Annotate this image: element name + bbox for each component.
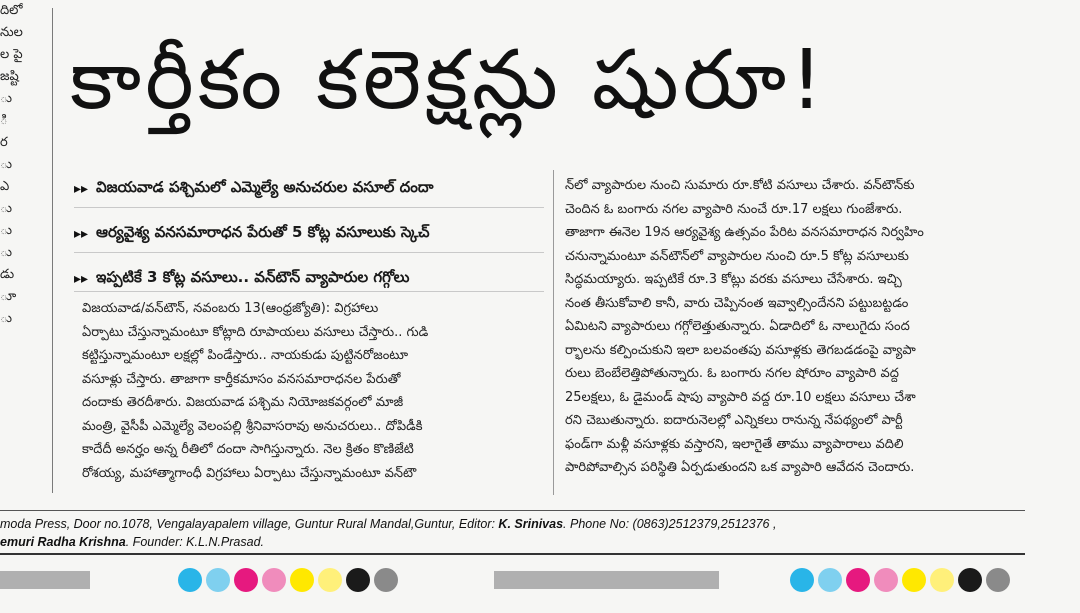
registration-dot — [346, 568, 370, 592]
imprint-text: moda Press, Door no.1078, Vengalayapalem village, Guntur Rural Mandal,Guntur, Editor: — [0, 517, 499, 531]
fragment-line: ు — [0, 223, 13, 238]
kicker-text: ఇప్పటికే 3 కోట్ల వసూలు.. వన్‌టౌన్ వ్యాపారుల గగ్గోలు — [96, 268, 410, 286]
fragment-line: ల పై — [0, 47, 23, 62]
registration-dot — [206, 568, 230, 592]
double-arrow-icon: ▸▸ — [74, 226, 89, 242]
registration-gray-bar — [494, 571, 719, 589]
registration-dot — [874, 568, 898, 592]
fragment-line: ు — [0, 201, 13, 216]
registration-dot — [178, 568, 202, 592]
body-line: తాజాగా ఈనెల 19న ఆర్యవైశ్య ఉత్సవం పేరిట వనసమారాధన నిర్వహిం — [565, 225, 924, 240]
imprint-line-2 — [0, 533, 1025, 551]
kicker-divider — [74, 291, 544, 292]
fragment-line: ి — [0, 113, 8, 128]
registration-color-dots — [178, 568, 398, 592]
registration-gray-bar — [0, 571, 90, 589]
fragment-line: ు — [0, 157, 13, 172]
article-column-2 — [565, 174, 1027, 480]
column-gutter-rule — [553, 170, 554, 495]
kicker-list — [74, 172, 544, 307]
registration-dot — [290, 568, 314, 592]
article-column-1 — [82, 297, 546, 485]
fragment-line: నుల — [0, 25, 23, 40]
body-line: రని చెబుతున్నారు. ఐదారునెలల్లో ఎన్నికలు రానున్న నేపథ్యంలో పార్టీ — [565, 413, 903, 428]
body-line: దందాకు తెరదీశారు. విజయవాడ పశ్చిమ నియోజకవర్గంలో మాజీ — [82, 395, 404, 410]
registration-dot — [374, 568, 398, 592]
kicker-2 — [74, 217, 544, 251]
fragment-line: దిలో — [0, 3, 23, 18]
headline: కార్తీకం కలెక్షన్లు షురూ! — [70, 33, 828, 128]
body-line: చనున్నామంటూ వన్‌టౌన్‌లో వ్యాపారుల నుంచి రూ.5 కోట్ల వసూలుకు — [565, 248, 909, 264]
imprint-line — [0, 515, 1025, 551]
kicker-divider — [74, 207, 544, 208]
body-line: రులు బెంబేలెత్తిపోతున్నారు. ఓ బంగారు నగల షోరూం వ్యాపారి వద్ద — [565, 366, 899, 381]
publisher-name: emuri Radha Krishna — [0, 535, 126, 549]
fragment-line: ు — [0, 91, 13, 106]
adjacent-article-fragment — [0, 0, 26, 470]
body-line: ర్భాలను కల్పించుకుని ఇలా బలవంతపు వసూళ్లకు తెగబడడంపై వ్యాపా — [565, 342, 916, 358]
registration-color-dots — [790, 568, 1010, 592]
imprint-text: . Founder: K.L.N.Prasad. — [125, 535, 264, 549]
fragment-line: ఎ — [0, 179, 10, 194]
double-arrow-icon: ▸▸ — [74, 271, 89, 287]
fragment-line: ు — [0, 245, 13, 260]
fragment-line: జష్టి — [0, 69, 19, 84]
body-line: సిద్ధమయ్యారు. ఇప్పటికే రూ.3 కోట్లు వరకు వసూలు చేసేశారు. ఇచ్చి — [565, 272, 902, 287]
body-line: చెందిన ఓ బంగారు నగల వ్యాపారి నుంచే రూ.17 లక్షలు గుంజేశారు. — [565, 201, 903, 217]
body-line: కట్టిస్తున్నామంటూ లక్షల్లో పిండేస్తారు.. నాయకుడు పుట్టినరోజంటూ — [82, 348, 409, 363]
fragment-line: డు — [0, 267, 15, 282]
double-arrow-icon: ▸▸ — [74, 181, 89, 197]
body-line: వసూళ్లు చేస్తారు. తాజాగా కార్తీకమాసం వనసమారాధనల పేరుతో — [82, 371, 401, 387]
registration-dot — [986, 568, 1010, 592]
registration-dot — [902, 568, 926, 592]
kicker-text: ఆర్యవైశ్య వనసమారాధన పేరుతో 5 కోట్ల వసూలుకు స్కెచ్ — [96, 223, 430, 241]
registration-dot — [318, 568, 342, 592]
fragment-line: ూ — [0, 289, 17, 304]
body-line: నంత తీసుకోవాలి కానీ, వారు చెప్పినంత ఇవ్వాల్సిందేనని పట్టుబట్టడం — [565, 295, 909, 311]
imprint-top-rule — [0, 510, 1025, 511]
kicker-1 — [74, 172, 544, 206]
fragment-line: ు — [0, 311, 13, 326]
body-line: న్‌లో వ్యాపారుల నుంచి సుమారు రూ.కోటి వసూలు చేశారు. వన్‌టౌన్‌కు — [565, 178, 915, 193]
body-line: పారిపోవాల్సిన పరిస్థితి ఏర్పడుతుందని ఒక వ్యాపారి ఆవేదన చెందారు. — [565, 460, 915, 475]
body-line: విజయవాడ/వన్‌టౌన్, నవంబరు 13(ఆంధ్రజ్యోతి): విగ్రహాలు — [82, 301, 379, 316]
registration-dot — [818, 568, 842, 592]
body-line: ఏమిటని వ్యాపారులు గగ్గోలెత్తుతున్నారు. ఏడాదిలో ఓ నాలుగైదు సంద — [565, 319, 910, 334]
imprint-bottom-rule — [0, 553, 1025, 555]
registration-dot — [234, 568, 258, 592]
kicker-divider — [74, 252, 544, 253]
registration-dot — [262, 568, 286, 592]
imprint-text: . Phone No: (0863)2512379,2512376 , — [563, 517, 777, 531]
registration-dot — [790, 568, 814, 592]
body-line: కాదేదీ అనర్హం అన్న రీతిలో దందా సాగిస్తున్నారు. నెల క్రితం కొణిజేటి — [82, 442, 414, 457]
editor-name: K. Srinivas — [498, 517, 564, 531]
imprint-line-1 — [0, 515, 1025, 533]
registration-dot — [846, 568, 870, 592]
fragment-line: ర — [0, 135, 8, 150]
registration-dot — [930, 568, 954, 592]
column-divider — [52, 8, 53, 493]
body-line: రోశయ్య, మహాత్మాగాంధీ విగ్రహాలు ఏర్పాటు చేస్తున్నామంటూ వన్‌టౌ — [82, 465, 417, 481]
body-line: 25లక్షలు, ఓ డైమండ్ షాపు వ్యాపారి వద్ద రూ.10 లక్షలు వసూలు చేశా — [565, 389, 916, 405]
registration-dot — [958, 568, 982, 592]
kicker-text: విజయవాడ పశ్చిమలో ఎమ్మెల్యే అనుచరుల వసూల్ దందా — [96, 178, 434, 196]
body-line: మంత్రి, వైసీపీ ఎమ్మెల్యే వెలంపల్లి శ్రీనివాసరావు అనుచరులు.. దోపిడీకి — [82, 418, 423, 434]
body-line: ఏర్పాటు చేస్తున్నామంటూ కోట్లాది రూపాయలు వసూలు చేస్తారు.. గుడి — [82, 324, 429, 340]
body-line: ఫండ్‌గా మళ్లీ వసూళ్లకు వస్తారని, ఇలాగైతే తాము వ్యాపారాలు వదిలి — [565, 436, 904, 452]
